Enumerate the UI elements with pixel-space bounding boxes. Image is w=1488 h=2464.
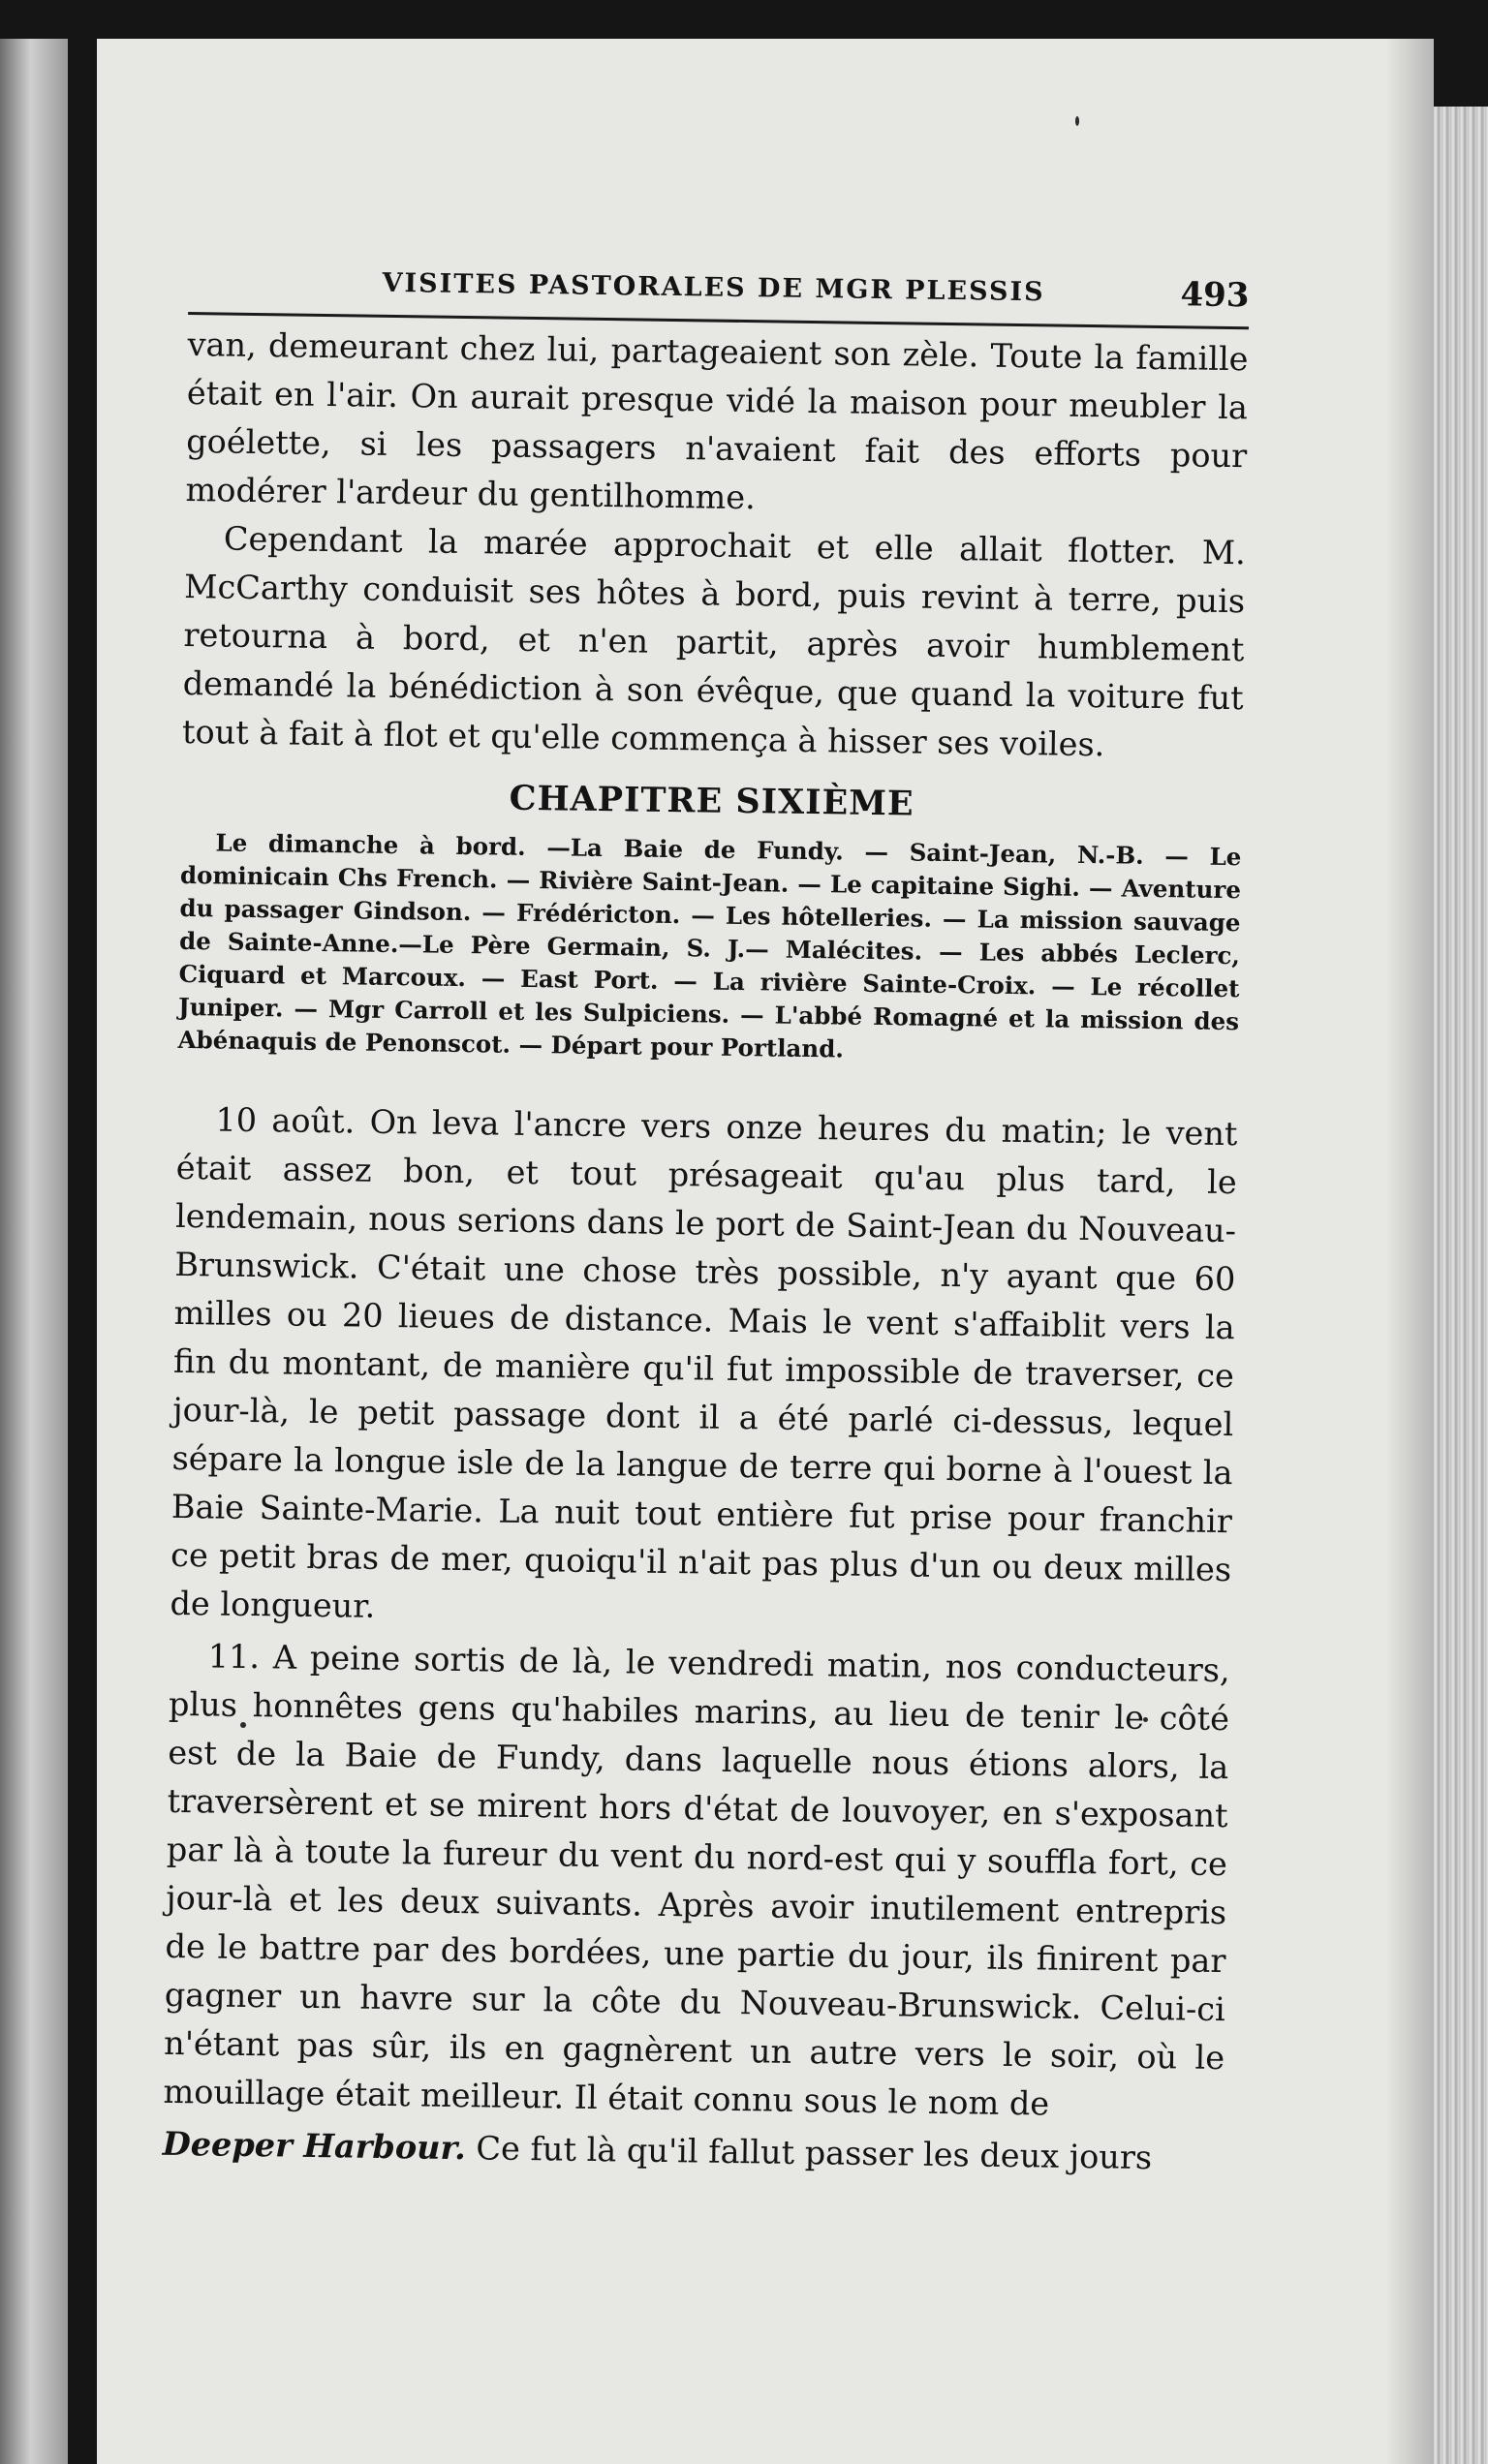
paragraph: Cependant la marée approchait et elle allait flotter. M. McCarthy conduisit ses hôtes à bord, puis revint à terre, puis retourna à bord, et n'en partit, après avoir humblement demandé la bénédiction à son évêque, que quand la voiture fut tout à fait à flot et qu'elle commença à hisser ses voiles. — [181, 519, 1247, 764]
chapter-title: CHAPITRE SIXIÈME — [509, 778, 914, 824]
page-content — [162, 252, 1250, 2187]
paragraph: 10 août. On leva l'ancre vers onze heures du matin; le vent était assez bon, et tout présageait qu'au plus tard, le lendemain, nous serions dans le port de Saint-Jean du Nouveau-Brunswick. C'était une chose très possible, n'y ayant que 60 milles ou 20 lieues de distance. Mais le vent s'affaiblit vers la fin du montant, de manière qu'il fut impossible de traverser, ce jour-là, le petit passage dont il a été parlé ci-dessus, lequel sépare la longue isle de la langue de terre qui borne à l'ouest la Baie Sainte-Marie. La nuit tout entière fut prise pour franchir ce petit bras de mer, quoiqu'il n'ait pas plus d'un ou deux milles de longueur. — [170, 1100, 1238, 1625]
dust-speck — [1075, 116, 1079, 126]
chapter-body — [162, 1095, 1237, 2183]
last-line — [162, 2120, 1224, 2183]
page-number: 493 — [1180, 275, 1250, 316]
running-head: VISITES PASTORALES DE MGR PLESSIS — [382, 267, 1045, 308]
book-page — [97, 39, 1434, 2464]
italic-place-name: Deeper Harbour. — [162, 2124, 467, 2168]
paragraph: 11. A peine sortis de là, le vendredi matin, nos conducteurs, plus honnêtes gens qu'habiles marins, au lieu de tenir le côté est de la Baie de Fundy, dans laquelle nous étions alors, la traversèrent et se mirent hors d'état de louvoyer, en s'exposant par là à toute la fureur du vent du nord-est qui y souffla fort, ce jour-là et les deux suivants. Après avoir inutilement entrepris de le battre par des bordées, une partie du jour, ils finirent par gagner un havre sur la côte du Nouveau-Brunswick. Celui-ci n'étant pas sûr, ils en gagnèrent un autre vers le soir, où le mouillage était meilleur. Il était connu sous le nom de — [163, 1637, 1230, 2123]
page-header — [188, 252, 1250, 329]
paragraph-continued: van, demeurant chez lui, partageaient son zèle. Toute la famille était en l'air. On aurait presque vidé la maison pour meubler la goélette, si les passagers n'avaient fait des efforts pour modérer l'ardeur du gentilhomme. — [185, 324, 1249, 517]
last-line-text: Ce fut là qu'il fallut passer les deux jours — [465, 2129, 1153, 2177]
chapter-summary: Le dimanche à bord. —La Baie de Fundy. — Saint-Jean, N.-B. — Le dominicain Chs French. — Rivière Saint-Jean. — Le capitaine Sighi. — Aventure du passager Gindson. — Frédéricton. — Les hôtelleries. — La mission sauvage de Sainte-Anne.—Le Père Germain, S. J.— Malécites. — Les abbés Leclerc, Ciquard et Marcoux. — East Port. — La rivière Sainte-Croix. — Le récollet Juniper. — Mgr Carroll et les Sulpiciens. — L'abbé Romagné et la mission des Abénaquis de Penonscot. — Départ pour Portland. — [177, 828, 1242, 1063]
previous-page-edge — [0, 39, 68, 2464]
